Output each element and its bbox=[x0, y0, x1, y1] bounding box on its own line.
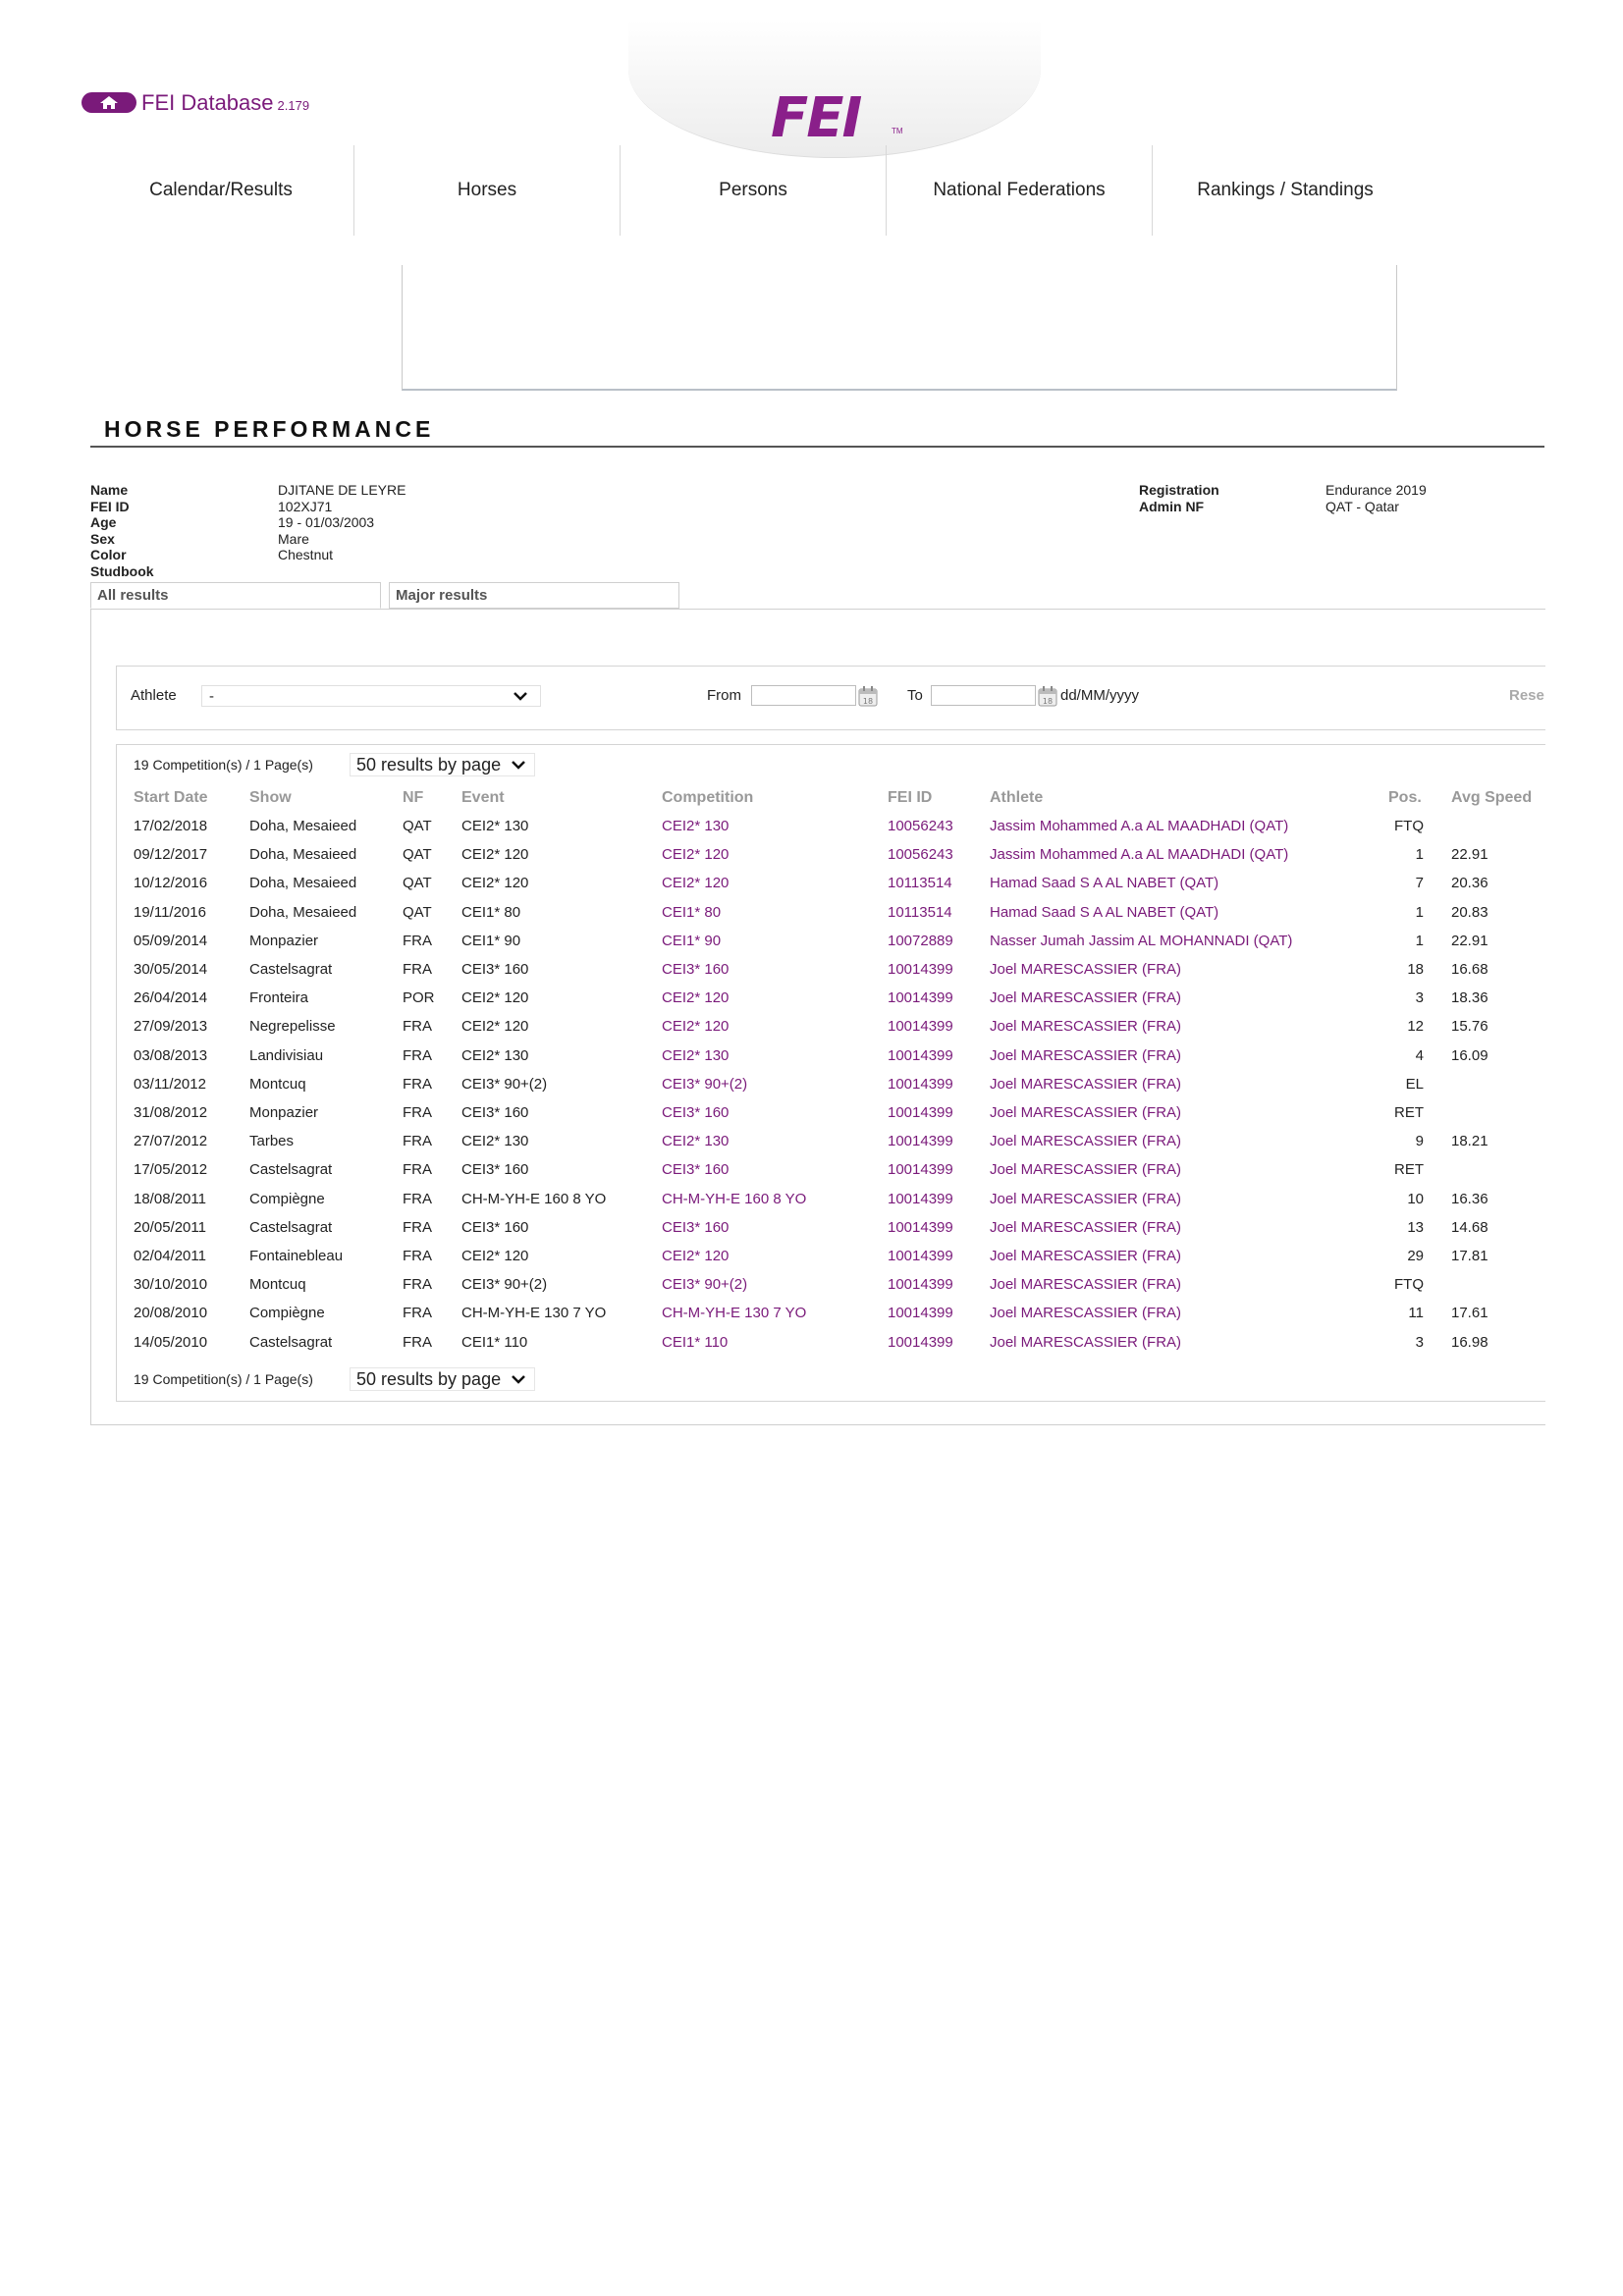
chevron-down-icon bbox=[513, 691, 528, 702]
cell-pos: 10 bbox=[1407, 1190, 1424, 1207]
table-row bbox=[0, 1161, 1623, 1190]
cell-start-date: 31/08/2012 bbox=[134, 1104, 208, 1121]
table-row bbox=[0, 1104, 1623, 1133]
cell-fei-id[interactable]: 10072889 bbox=[888, 932, 953, 949]
cell-show: Compiègne bbox=[249, 1305, 325, 1322]
cell-show: Landivisiau bbox=[249, 1046, 324, 1064]
cell-avg-speed: 22.91 bbox=[1451, 846, 1488, 864]
cell-avg-speed: 20.36 bbox=[1451, 875, 1488, 892]
table-row bbox=[0, 1219, 1623, 1248]
horse-info-labels bbox=[90, 482, 154, 579]
value-age: 19 - 01/03/2003 bbox=[278, 514, 375, 530]
table-row bbox=[0, 989, 1623, 1018]
cell-pos: 3 bbox=[1415, 1333, 1424, 1351]
value-color: Chestnut bbox=[278, 547, 334, 562]
cell-competition[interactable]: CEI3* 160 bbox=[662, 961, 730, 978]
cell-show: Castelsagrat bbox=[249, 1333, 333, 1351]
fei-logo: FEI bbox=[771, 86, 861, 150]
cell-athlete[interactable]: Joel MARESCASSIER (FRA) bbox=[990, 989, 1182, 1007]
chevron-down-icon bbox=[511, 1374, 526, 1385]
athlete-select[interactable] bbox=[201, 685, 541, 707]
table-row bbox=[0, 1076, 1623, 1104]
cell-fei-id[interactable]: 10113514 bbox=[888, 903, 952, 921]
cell-pos: 9 bbox=[1415, 1133, 1424, 1150]
cell-show: Doha, Mesaieed bbox=[249, 818, 357, 834]
cell-start-date: 19/11/2016 bbox=[134, 903, 206, 921]
cell-competition[interactable]: CEI3* 160 bbox=[662, 1161, 730, 1179]
cell-fei-id[interactable]: 10014399 bbox=[888, 1161, 953, 1179]
table-row bbox=[0, 1018, 1623, 1046]
logo-trademark: TM bbox=[892, 127, 903, 135]
from-date-input[interactable] bbox=[751, 685, 856, 706]
cell-competition[interactable]: CEI2* 120 bbox=[662, 989, 730, 1007]
cell-pos: RET bbox=[1394, 1104, 1424, 1121]
cell-nf: QAT bbox=[403, 818, 432, 834]
cell-athlete[interactable]: Joel MARESCASSIER (FRA) bbox=[990, 1161, 1182, 1179]
cell-start-date: 03/11/2012 bbox=[134, 1075, 206, 1093]
cell-pos: 4 bbox=[1415, 1046, 1424, 1064]
nav-calendar-results[interactable]: Calendar/Results bbox=[88, 145, 354, 236]
cell-event: CEI1* 90 bbox=[461, 932, 521, 949]
cell-start-date: 17/02/2018 bbox=[134, 818, 208, 834]
cell-competition[interactable]: CEI2* 130 bbox=[662, 1133, 730, 1150]
cell-athlete[interactable]: Joel MARESCASSIER (FRA) bbox=[990, 1276, 1182, 1294]
cell-event: CEI1* 80 bbox=[461, 903, 521, 921]
cell-competition[interactable]: CEI2* 130 bbox=[662, 1046, 730, 1064]
cell-fei-id[interactable]: 10056243 bbox=[888, 818, 953, 834]
cell-nf: FRA bbox=[403, 1075, 432, 1093]
table-row bbox=[0, 1047, 1623, 1076]
cell-athlete[interactable]: Jassim Mohammed A.a AL MAADHADI (QAT) bbox=[990, 818, 1289, 834]
table-row bbox=[0, 1191, 1623, 1219]
cell-fei-id[interactable]: 10014399 bbox=[888, 1248, 953, 1264]
cell-competition[interactable]: CEI2* 120 bbox=[662, 1248, 730, 1264]
cell-fei-id[interactable]: 10014399 bbox=[888, 1133, 953, 1150]
main-nav bbox=[88, 145, 1418, 236]
cell-fei-id[interactable]: 10014399 bbox=[888, 1190, 953, 1207]
cell-fei-id[interactable]: 10014399 bbox=[888, 1104, 953, 1121]
nav-horses[interactable]: Horses bbox=[354, 145, 621, 236]
cell-event: CEI2* 130 bbox=[461, 818, 529, 834]
cell-pos: FTQ bbox=[1394, 1276, 1424, 1294]
cell-avg-speed: 16.36 bbox=[1451, 1190, 1488, 1207]
athlete-select-value: - bbox=[209, 688, 214, 705]
cell-competition[interactable]: CEI3* 90+(2) bbox=[662, 1276, 748, 1294]
label-color: Color bbox=[90, 547, 127, 562]
cell-athlete[interactable]: Joel MARESCASSIER (FRA) bbox=[990, 1218, 1182, 1236]
cell-avg-speed: 18.21 bbox=[1451, 1133, 1488, 1150]
cell-competition[interactable]: CEI1* 80 bbox=[662, 903, 722, 921]
cell-avg-speed: 17.81 bbox=[1451, 1248, 1488, 1264]
col-athlete[interactable]: Athlete bbox=[990, 789, 1044, 806]
cell-event: CEI2* 120 bbox=[461, 1248, 529, 1264]
per-page-select-bottom[interactable] bbox=[350, 1367, 535, 1391]
cell-event: CEI2* 120 bbox=[461, 875, 529, 892]
athlete-label: Athlete bbox=[131, 687, 177, 704]
cell-start-date: 05/09/2014 bbox=[134, 932, 208, 949]
cell-competition[interactable]: CEI3* 160 bbox=[662, 1218, 730, 1236]
cell-athlete[interactable]: Nasser Jumah Jassim AL MOHANNADI (QAT) bbox=[990, 932, 1293, 949]
home-icon bbox=[99, 95, 119, 110]
cell-avg-speed: 14.68 bbox=[1451, 1218, 1488, 1236]
cell-event: CEI2* 120 bbox=[461, 1018, 529, 1036]
cell-pos: 1 bbox=[1415, 932, 1424, 949]
col-event[interactable]: Event bbox=[461, 789, 505, 806]
nav-persons[interactable]: Persons bbox=[621, 145, 887, 236]
label-studbook: Studbook bbox=[90, 562, 154, 579]
cell-start-date: 10/12/2016 bbox=[134, 875, 208, 892]
cell-show: Doha, Mesaieed bbox=[249, 846, 357, 864]
table-row bbox=[0, 1133, 1623, 1161]
to-label: To bbox=[907, 687, 923, 704]
cell-fei-id[interactable]: 10014399 bbox=[888, 1018, 953, 1036]
cell-event: CEI3* 160 bbox=[461, 1161, 529, 1179]
cell-fei-id[interactable]: 10014399 bbox=[888, 961, 953, 978]
cell-nf: FRA bbox=[403, 1046, 432, 1064]
label-sex: Sex bbox=[90, 530, 115, 547]
home-button[interactable] bbox=[81, 92, 136, 113]
label-age: Age bbox=[90, 514, 117, 530]
cell-athlete[interactable]: Joel MARESCASSIER (FRA) bbox=[990, 1305, 1182, 1322]
value-fei-id: 102XJ71 bbox=[278, 498, 333, 514]
value-sex: Mare bbox=[278, 530, 309, 547]
cell-show: Montcuq bbox=[249, 1075, 306, 1093]
col-fei-id[interactable]: FEI ID bbox=[888, 789, 933, 806]
cell-competition[interactable]: CEI3* 90+(2) bbox=[662, 1075, 748, 1093]
value-admin-nf: QAT - Qatar bbox=[1325, 498, 1399, 514]
cell-show: Monpazier bbox=[249, 932, 319, 949]
cell-nf: FRA bbox=[403, 1104, 432, 1121]
cell-athlete[interactable]: Joel MARESCASSIER (FRA) bbox=[990, 1075, 1182, 1093]
cell-competition[interactable]: CEI1* 90 bbox=[662, 932, 722, 949]
cell-avg-speed: 17.61 bbox=[1451, 1305, 1488, 1322]
cell-start-date: 17/05/2012 bbox=[134, 1161, 208, 1179]
cell-athlete[interactable]: Joel MARESCASSIER (FRA) bbox=[990, 1018, 1182, 1036]
cell-competition[interactable]: CEI1* 110 bbox=[662, 1333, 729, 1351]
cell-start-date: 27/09/2013 bbox=[134, 1018, 208, 1036]
cell-athlete[interactable]: Joel MARESCASSIER (FRA) bbox=[990, 1133, 1182, 1150]
cell-pos: 1 bbox=[1415, 903, 1424, 921]
cell-avg-speed: 16.68 bbox=[1451, 961, 1488, 978]
cell-start-date: 20/08/2010 bbox=[134, 1305, 208, 1322]
cell-avg-speed: 22.91 bbox=[1451, 932, 1488, 949]
value-name: DJITANE DE LEYRE bbox=[278, 482, 406, 498]
cell-nf: FRA bbox=[403, 932, 432, 949]
cell-pos: 1 bbox=[1415, 846, 1424, 864]
cell-fei-id[interactable]: 10014399 bbox=[888, 1333, 953, 1351]
cell-show: Tarbes bbox=[249, 1133, 295, 1150]
cell-start-date: 18/08/2011 bbox=[134, 1190, 206, 1207]
col-start-date[interactable]: Start Date bbox=[134, 789, 208, 806]
col-nf[interactable]: NF bbox=[403, 789, 424, 806]
label-fei-id: FEI ID bbox=[90, 498, 130, 514]
from-label: From bbox=[707, 687, 741, 704]
page-title: HORSE PERFORMANCE bbox=[104, 416, 435, 442]
cell-avg-speed: 18.36 bbox=[1451, 989, 1488, 1007]
cell-event: CEI3* 160 bbox=[461, 1104, 529, 1121]
cell-pos: RET bbox=[1394, 1161, 1424, 1179]
cell-athlete[interactable]: Hamad Saad S A AL NABET (QAT) bbox=[990, 903, 1219, 921]
value-registration: Endurance 2019 bbox=[1325, 482, 1427, 498]
cell-pos: 7 bbox=[1415, 875, 1424, 892]
cell-pos: EL bbox=[1405, 1075, 1424, 1093]
app-name: FEI Database bbox=[141, 90, 274, 115]
table-row bbox=[0, 904, 1623, 933]
cell-show: Castelsagrat bbox=[249, 1218, 333, 1236]
cell-nf: FRA bbox=[403, 961, 432, 978]
cell-show: Montcuq bbox=[249, 1276, 306, 1294]
cell-fei-id[interactable]: 10014399 bbox=[888, 1075, 953, 1093]
label-name: Name bbox=[90, 482, 129, 498]
cell-athlete[interactable]: Joel MARESCASSIER (FRA) bbox=[990, 1248, 1182, 1264]
cell-nf: FRA bbox=[403, 1133, 432, 1150]
cell-athlete[interactable]: Hamad Saad S A AL NABET (QAT) bbox=[990, 875, 1219, 892]
cell-show: Compiègne bbox=[249, 1190, 325, 1207]
cell-nf: FRA bbox=[403, 1305, 432, 1322]
cell-fei-id[interactable]: 10113514 bbox=[888, 875, 952, 892]
cell-pos: 11 bbox=[1408, 1305, 1424, 1322]
cell-event: CEI2* 120 bbox=[461, 846, 529, 864]
date-format-hint: dd/MM/yyyy bbox=[1060, 687, 1140, 704]
table-row bbox=[0, 875, 1623, 903]
cell-fei-id[interactable]: 10014399 bbox=[888, 1218, 953, 1236]
cell-start-date: 02/04/2011 bbox=[134, 1248, 206, 1264]
cell-event: CEI2* 130 bbox=[461, 1046, 529, 1064]
registration-labels bbox=[1139, 482, 1219, 514]
cell-show: Fontainebleau bbox=[249, 1248, 344, 1264]
reset-button[interactable]: Rese bbox=[1509, 687, 1544, 704]
cell-show: Monpazier bbox=[249, 1104, 319, 1121]
tab-all-results[interactable]: All results bbox=[90, 582, 381, 609]
content-frame bbox=[402, 265, 1397, 391]
cell-fei-id[interactable]: 10014399 bbox=[888, 1276, 953, 1294]
cell-athlete[interactable]: Joel MARESCASSIER (FRA) bbox=[990, 961, 1182, 978]
per-page-value-top: 50 results by page bbox=[356, 754, 502, 774]
horse-info-values bbox=[278, 482, 406, 563]
app-version: 2.179 bbox=[277, 98, 310, 113]
cell-nf: QAT bbox=[403, 875, 432, 892]
cell-fei-id[interactable]: 10014399 bbox=[888, 1305, 953, 1322]
per-page-select-top[interactable] bbox=[350, 753, 535, 776]
cell-start-date: 03/08/2013 bbox=[134, 1046, 208, 1064]
cell-nf: QAT bbox=[403, 846, 432, 864]
cell-pos: 18 bbox=[1407, 961, 1424, 978]
cell-show: Castelsagrat bbox=[249, 1161, 333, 1179]
cell-start-date: 30/10/2010 bbox=[134, 1276, 208, 1294]
cell-event: CH-M-YH-E 130 7 YO bbox=[461, 1305, 607, 1322]
cell-nf: FRA bbox=[403, 1161, 432, 1179]
cell-event: CH-M-YH-E 160 8 YO bbox=[461, 1190, 607, 1207]
cell-show: Doha, Mesaieed bbox=[249, 903, 357, 921]
cell-nf: FRA bbox=[403, 1276, 432, 1294]
cell-athlete[interactable]: Joel MARESCASSIER (FRA) bbox=[990, 1046, 1182, 1064]
cell-nf: POR bbox=[403, 989, 435, 1007]
cell-competition[interactable]: CEI3* 160 bbox=[662, 1104, 730, 1121]
cell-athlete[interactable]: Joel MARESCASSIER (FRA) bbox=[990, 1190, 1182, 1207]
cell-show: Fronteira bbox=[249, 989, 309, 1007]
label-admin-nf: Admin NF bbox=[1139, 498, 1205, 514]
col-pos[interactable]: Pos. bbox=[1388, 789, 1422, 806]
tab-major-results[interactable]: Major results bbox=[389, 582, 679, 609]
cell-start-date: 09/12/2017 bbox=[134, 846, 208, 864]
table-row bbox=[0, 1248, 1623, 1276]
col-avg-speed[interactable]: Avg Speed bbox=[1451, 789, 1533, 806]
table-row bbox=[0, 846, 1623, 875]
cell-pos: 13 bbox=[1407, 1218, 1424, 1236]
cell-competition[interactable]: CEI2* 120 bbox=[662, 875, 730, 892]
cell-start-date: 30/05/2014 bbox=[134, 961, 208, 978]
cell-competition[interactable]: CEI2* 120 bbox=[662, 846, 730, 864]
table-row bbox=[0, 1334, 1623, 1362]
app-title[interactable] bbox=[141, 90, 309, 116]
table-row bbox=[0, 961, 1623, 989]
cell-nf: FRA bbox=[403, 1248, 432, 1264]
title-divider bbox=[90, 446, 1544, 448]
cell-start-date: 27/07/2012 bbox=[134, 1133, 208, 1150]
cell-show: Castelsagrat bbox=[249, 961, 333, 978]
cell-start-date: 14/05/2010 bbox=[134, 1333, 208, 1351]
per-page-value-bottom: 50 results by page bbox=[356, 1368, 502, 1389]
cell-pos: 29 bbox=[1407, 1248, 1424, 1264]
cell-athlete[interactable]: Jassim Mohammed A.a AL MAADHADI (QAT) bbox=[990, 846, 1289, 864]
col-competition[interactable]: Competition bbox=[662, 789, 754, 806]
cell-avg-speed: 16.98 bbox=[1451, 1333, 1488, 1351]
cell-nf: FRA bbox=[403, 1190, 432, 1207]
cell-pos: FTQ bbox=[1394, 818, 1424, 834]
cell-nf: FRA bbox=[403, 1018, 432, 1036]
nav-national-federations[interactable]: National Federations bbox=[887, 145, 1153, 236]
to-date-input[interactable] bbox=[931, 685, 1036, 706]
cell-fei-id[interactable]: 10014399 bbox=[888, 989, 953, 1007]
cell-start-date: 20/05/2011 bbox=[134, 1218, 206, 1236]
cell-nf: FRA bbox=[403, 1333, 432, 1351]
chevron-down-icon bbox=[511, 760, 526, 771]
cell-event: CEI2* 130 bbox=[461, 1133, 529, 1150]
table-row bbox=[0, 933, 1623, 961]
cell-athlete[interactable]: Joel MARESCASSIER (FRA) bbox=[990, 1104, 1182, 1121]
cell-avg-speed: 15.76 bbox=[1451, 1018, 1488, 1036]
table-row bbox=[0, 1305, 1623, 1333]
cell-pos: 12 bbox=[1407, 1018, 1424, 1036]
cell-show: Doha, Mesaieed bbox=[249, 875, 357, 892]
table-row bbox=[0, 818, 1623, 846]
from-calendar-icon[interactable] bbox=[858, 685, 878, 707]
nav-rankings-standings[interactable]: Rankings / Standings bbox=[1197, 180, 1374, 200]
cell-event: CEI3* 90+(2) bbox=[461, 1075, 548, 1093]
cell-competition[interactable]: CH-M-YH-E 160 8 YO bbox=[662, 1190, 807, 1207]
cell-avg-speed: 16.09 bbox=[1451, 1046, 1488, 1064]
cell-competition[interactable]: CH-M-YH-E 130 7 YO bbox=[662, 1305, 807, 1322]
cell-fei-id[interactable]: 10056243 bbox=[888, 846, 953, 864]
cell-show: Negrepelisse bbox=[249, 1018, 336, 1036]
cell-competition[interactable]: CEI2* 130 bbox=[662, 818, 730, 834]
table-row bbox=[0, 1276, 1623, 1305]
results-count-top: 19 Competition(s) / 1 Page(s) bbox=[134, 757, 313, 773]
registration-values bbox=[1325, 482, 1427, 514]
cell-athlete[interactable]: Joel MARESCASSIER (FRA) bbox=[990, 1333, 1182, 1351]
svg-text:18: 18 bbox=[862, 697, 874, 706]
cell-event: CEI3* 90+(2) bbox=[461, 1276, 548, 1294]
cell-event: CEI3* 160 bbox=[461, 961, 529, 978]
cell-pos: 3 bbox=[1415, 989, 1424, 1007]
results-count-bottom: 19 Competition(s) / 1 Page(s) bbox=[134, 1371, 313, 1387]
cell-nf: FRA bbox=[403, 1218, 432, 1236]
cell-avg-speed: 20.83 bbox=[1451, 903, 1488, 921]
cell-event: CEI2* 120 bbox=[461, 989, 529, 1007]
to-calendar-icon[interactable] bbox=[1038, 685, 1057, 707]
svg-text:18: 18 bbox=[1042, 697, 1054, 706]
cell-event: CEI1* 110 bbox=[461, 1333, 528, 1351]
cell-nf: QAT bbox=[403, 903, 432, 921]
cell-fei-id[interactable]: 10014399 bbox=[888, 1046, 953, 1064]
cell-start-date: 26/04/2014 bbox=[134, 989, 208, 1007]
col-show[interactable]: Show bbox=[249, 789, 292, 806]
cell-event: CEI3* 160 bbox=[461, 1218, 529, 1236]
label-registration: Registration bbox=[1139, 482, 1219, 498]
cell-competition[interactable]: CEI2* 120 bbox=[662, 1018, 730, 1036]
